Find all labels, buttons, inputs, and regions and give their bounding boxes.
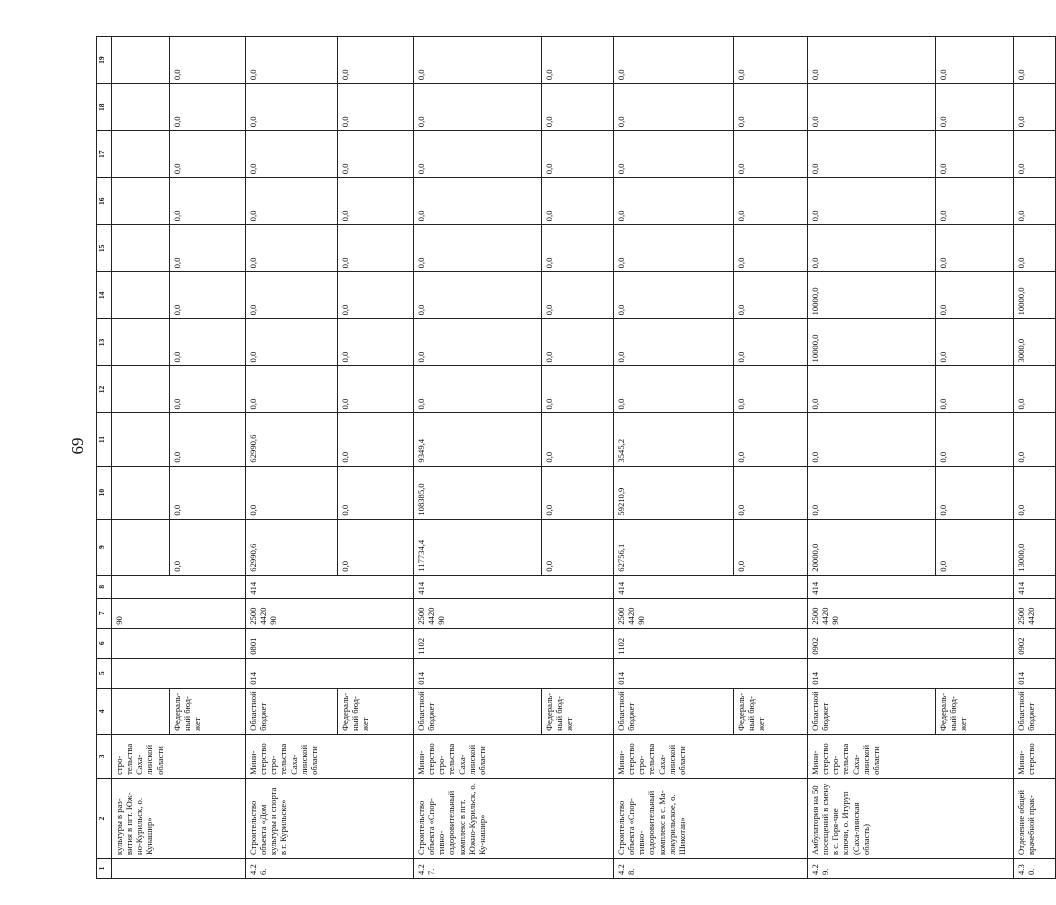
responsible-cell: Мини-стерство стро-тельства Саха-линской области — [614, 734, 808, 778]
item-name-cell: Амбулатория на 50 посещений в смену в с. Горя-чие ключи, о. Итуруп (Саха-линская область) — [808, 778, 1014, 858]
amount-cell-col-18 — [112, 84, 170, 131]
amount-cell-col-18: 0,0 — [246, 84, 338, 131]
amount-cell-col-13: 0,0 — [614, 319, 734, 366]
amount-cell-col-10: 108385,0 — [414, 466, 542, 519]
amount-cell-col-15: 0,0 — [734, 225, 808, 272]
amount-cell-col-13: 0,0 — [338, 319, 414, 366]
amount-cell-col-16: 0,0 — [734, 178, 808, 225]
amount-cell-col-19: 0,0 — [246, 37, 338, 84]
funding-source-cell: Федераль-ный бюд-жет — [542, 688, 614, 734]
table-row — [614, 37, 734, 879]
item-name-cell: культуры в раз-вития в пгт. Юж-но-Курильск, о. Кунашир» — [112, 778, 246, 858]
amount-cell-col-13: 0,0 — [414, 319, 542, 366]
expense-type-cell: 414 — [808, 575, 1014, 598]
amount-cell-col-11: 0,0 — [936, 413, 1014, 466]
amount-cell-col-9: 0,0 — [542, 519, 614, 575]
table-body — [112, 37, 1056, 879]
amount-cell-col-9 — [112, 519, 170, 575]
table-row — [112, 37, 170, 879]
amount-cell-col-14: 10000,0 — [1014, 272, 1056, 319]
amount-cell-col-19: 0,0 — [1014, 37, 1056, 84]
amount-cell-col-15: 0,0 — [246, 225, 338, 272]
amount-cell-col-16: 0,0 — [1014, 178, 1056, 225]
amount-cell-col-10 — [112, 466, 170, 519]
item-number-cell: 4.2 6. — [246, 858, 414, 878]
amount-cell-col-15: 0,0 — [614, 225, 734, 272]
responsible-cell: Мини-стерство — [1014, 734, 1056, 778]
amount-cell-col-12: 0,0 — [614, 366, 734, 413]
column-header-14: 14 — [97, 272, 112, 319]
amount-cell-col-16: 0,0 — [338, 178, 414, 225]
section-code-cell: 1102 — [614, 628, 808, 658]
column-header-16: 16 — [97, 178, 112, 225]
amount-cell-col-9: 117734,4 — [414, 519, 542, 575]
grbs-code-cell: 014 — [614, 658, 808, 688]
amount-cell-col-16: 0,0 — [808, 178, 936, 225]
amount-cell-col-17: 0,0 — [936, 131, 1014, 178]
target-code-cell: 90 — [112, 598, 246, 628]
amount-cell-col-19: 0,0 — [414, 37, 542, 84]
column-header-8: 8 — [97, 575, 112, 598]
item-number-cell: 4.3 0. — [1014, 858, 1056, 878]
amount-cell-col-12: 0,0 — [808, 366, 936, 413]
expense-type-cell — [112, 575, 246, 598]
funding-source-cell: Федераль-ный бюд-жет — [338, 688, 414, 734]
rotated-table-block — [96, 36, 1037, 879]
amount-cell-col-10: 0,0 — [1014, 466, 1056, 519]
target-code-cell: 2500 4420 90 — [414, 598, 614, 628]
budget-table — [96, 36, 1056, 879]
amount-cell-col-19 — [112, 37, 170, 84]
amount-cell-col-10: 0,0 — [246, 466, 338, 519]
amount-cell-col-12: 0,0 — [246, 366, 338, 413]
amount-cell-col-18: 0,0 — [936, 84, 1014, 131]
amount-cell-col-13: 0,0 — [246, 319, 338, 366]
amount-cell-col-10: 0,0 — [542, 466, 614, 519]
amount-cell-col-9: 0,0 — [734, 519, 808, 575]
amount-cell-col-19: 0,0 — [936, 37, 1014, 84]
funding-source-cell: Областной бюджет — [808, 688, 936, 734]
column-header-1: 1 — [97, 858, 112, 878]
amount-cell-col-18: 0,0 — [734, 84, 808, 131]
column-header-7: 7 — [97, 598, 112, 628]
amount-cell-col-19: 0,0 — [614, 37, 734, 84]
amount-cell-col-11: 0,0 — [338, 413, 414, 466]
amount-cell-col-12: 0,0 — [170, 366, 246, 413]
column-header-6: 6 — [97, 628, 112, 658]
amount-cell-col-15: 0,0 — [414, 225, 542, 272]
column-header-10: 10 — [97, 466, 112, 519]
amount-cell-col-11: 9349,4 — [414, 413, 542, 466]
amount-cell-col-12: 0,0 — [414, 366, 542, 413]
amount-cell-col-13: 3000,0 — [1014, 319, 1056, 366]
amount-cell-col-17: 0,0 — [170, 131, 246, 178]
amount-cell-col-11: 0,0 — [170, 413, 246, 466]
amount-cell-col-18: 0,0 — [170, 84, 246, 131]
target-code-cell: 2500 4420 90 — [808, 598, 1014, 628]
amount-cell-col-14: 0,0 — [414, 272, 542, 319]
amount-cell-col-10: 0,0 — [808, 466, 936, 519]
target-code-cell: 2500 4420 90 — [246, 598, 414, 628]
column-header-11: 11 — [97, 413, 112, 466]
amount-cell-col-10: 0,0 — [338, 466, 414, 519]
amount-cell-col-13: 0,0 — [170, 319, 246, 366]
amount-cell-col-9: 0,0 — [170, 519, 246, 575]
amount-cell-col-14: 0,0 — [734, 272, 808, 319]
amount-cell-col-15: 0,0 — [936, 225, 1014, 272]
amount-cell-col-14: 0,0 — [936, 272, 1014, 319]
amount-cell-col-13: 10000,0 — [808, 319, 936, 366]
section-code-cell: 0801 — [246, 628, 414, 658]
amount-cell-col-17: 0,0 — [1014, 131, 1056, 178]
amount-cell-col-16: 0,0 — [414, 178, 542, 225]
amount-cell-col-13: 0,0 — [542, 319, 614, 366]
amount-cell-col-11: 62990,6 — [246, 413, 338, 466]
funding-source-cell: Федераль-ный бюд-жет — [936, 688, 1014, 734]
item-name-cell: Отделение общей врачебной прак- — [1014, 778, 1056, 858]
amount-cell-col-16: 0,0 — [542, 178, 614, 225]
amount-cell-col-10: 0,0 — [734, 466, 808, 519]
amount-cell-col-14: 0,0 — [338, 272, 414, 319]
amount-cell-col-16: 0,0 — [614, 178, 734, 225]
amount-cell-col-16: 0,0 — [246, 178, 338, 225]
amount-cell-col-17: 0,0 — [542, 131, 614, 178]
grbs-code-cell: 014 — [808, 658, 1014, 688]
funding-source-cell — [112, 688, 170, 734]
column-header-13: 13 — [97, 319, 112, 366]
amount-cell-col-19: 0,0 — [338, 37, 414, 84]
column-header-row — [97, 37, 112, 879]
amount-cell-col-15: 0,0 — [808, 225, 936, 272]
amount-cell-col-13: 0,0 — [734, 319, 808, 366]
amount-cell-col-11 — [112, 413, 170, 466]
section-code-cell: 0902 — [808, 628, 1014, 658]
amount-cell-col-18: 0,0 — [614, 84, 734, 131]
amount-cell-col-11: 3545,2 — [614, 413, 734, 466]
amount-cell-col-9: 0,0 — [936, 519, 1014, 575]
target-code-cell: 2500 4420 90 — [614, 598, 808, 628]
column-header-9: 9 — [97, 519, 112, 575]
amount-cell-col-18: 0,0 — [542, 84, 614, 131]
amount-cell-col-16: 0,0 — [936, 178, 1014, 225]
amount-cell-col-18: 0,0 — [1014, 84, 1056, 131]
grbs-code-cell: 014 — [414, 658, 614, 688]
expense-type-cell: 414 — [614, 575, 808, 598]
target-code-cell: 2500 4420 — [1014, 598, 1056, 628]
column-header-4: 4 — [97, 688, 112, 734]
amount-cell-col-13: 0,0 — [936, 319, 1014, 366]
amount-cell-col-14: 0,0 — [170, 272, 246, 319]
amount-cell-col-9: 20000,0 — [808, 519, 936, 575]
amount-cell-col-13 — [112, 319, 170, 366]
table-row — [808, 37, 936, 879]
amount-cell-col-19: 0,0 — [734, 37, 808, 84]
column-header-15: 15 — [97, 225, 112, 272]
amount-cell-col-14: 0,0 — [614, 272, 734, 319]
table-row — [414, 37, 542, 879]
item-name-cell: Строительство объекта «Дом культуры и спорта в г. Курильске» — [246, 778, 414, 858]
item-number-cell — [112, 858, 246, 878]
amount-cell-col-12 — [112, 366, 170, 413]
grbs-code-cell: 014 — [1014, 658, 1056, 688]
amount-cell-col-17 — [112, 131, 170, 178]
column-header-18: 18 — [97, 84, 112, 131]
amount-cell-col-11: 0,0 — [542, 413, 614, 466]
item-name-cell: Строительство объекта «Спор-тивно-оздоровительный комплекс в пгт. Южно-Курильск, о. Ку-нашир» — [414, 778, 614, 858]
amount-cell-col-9: 62990,6 — [246, 519, 338, 575]
amount-cell-col-11: 0,0 — [808, 413, 936, 466]
item-number-cell: 4.2 8. — [614, 858, 808, 878]
amount-cell-col-14 — [112, 272, 170, 319]
amount-cell-col-19: 0,0 — [170, 37, 246, 84]
amount-cell-col-11: 0,0 — [734, 413, 808, 466]
amount-cell-col-15: 0,0 — [338, 225, 414, 272]
amount-cell-col-18: 0,0 — [414, 84, 542, 131]
table-row — [1014, 37, 1056, 879]
item-number-cell: 4.2 9. — [808, 858, 1014, 878]
funding-source-cell: Федераль-ный бюд-жет — [170, 688, 246, 734]
amount-cell-col-15 — [112, 225, 170, 272]
section-code-cell: 0902 — [1014, 628, 1056, 658]
page-number: 69 — [68, 437, 87, 455]
funding-source-cell: Федераль-ный бюд-жет — [734, 688, 808, 734]
amount-cell-col-18: 0,0 — [808, 84, 936, 131]
column-header-5: 5 — [97, 658, 112, 688]
amount-cell-col-9: 13000,0 — [1014, 519, 1056, 575]
amount-cell-col-15: 0,0 — [1014, 225, 1056, 272]
expense-type-cell: 414 — [414, 575, 614, 598]
amount-cell-col-12: 0,0 — [1014, 366, 1056, 413]
amount-cell-col-17: 0,0 — [414, 131, 542, 178]
column-header-12: 12 — [97, 366, 112, 413]
amount-cell-col-12: 0,0 — [338, 366, 414, 413]
grbs-code-cell — [112, 658, 246, 688]
grbs-code-cell: 014 — [246, 658, 414, 688]
amount-cell-col-19: 0,0 — [808, 37, 936, 84]
amount-cell-col-10: 59210,9 — [614, 466, 734, 519]
amount-cell-col-9: 62756,1 — [614, 519, 734, 575]
item-number-cell: 4.2 7. — [414, 858, 614, 878]
amount-cell-col-10: 0,0 — [170, 466, 246, 519]
amount-cell-col-12: 0,0 — [734, 366, 808, 413]
funding-source-cell: Областной бюджет — [414, 688, 542, 734]
amount-cell-col-16: 0,0 — [170, 178, 246, 225]
responsible-cell: Мини-стерство стро-тельства Саха-линской области — [414, 734, 614, 778]
amount-cell-col-15: 0,0 — [170, 225, 246, 272]
amount-cell-col-16 — [112, 178, 170, 225]
amount-cell-col-17: 0,0 — [734, 131, 808, 178]
column-header-19: 19 — [97, 37, 112, 84]
funding-source-cell: Областной бюджет — [246, 688, 338, 734]
amount-cell-col-19: 0,0 — [542, 37, 614, 84]
table-row — [246, 37, 338, 879]
amount-cell-col-17: 0,0 — [338, 131, 414, 178]
expense-type-cell: 414 — [246, 575, 414, 598]
table-container — [96, 36, 1037, 879]
column-header-17: 17 — [97, 131, 112, 178]
column-header-2: 2 — [97, 778, 112, 858]
responsible-cell: Мини-стерство стро-тельства Саха-линской области — [246, 734, 414, 778]
item-name-cell: Строительство объекта «Спор-тивно-оздоровительный комплекс в с. Ма-локурильское, о. Шикотан» — [614, 778, 808, 858]
expense-type-cell: 414 — [1014, 575, 1056, 598]
responsible-cell: Мини-стерство стро-тельства Саха-линской области — [808, 734, 1014, 778]
funding-source-cell: Областной бюджет — [614, 688, 734, 734]
section-code-cell — [112, 628, 246, 658]
amount-cell-col-12: 0,0 — [936, 366, 1014, 413]
amount-cell-col-14: 0,0 — [246, 272, 338, 319]
amount-cell-col-14: 0,0 — [542, 272, 614, 319]
section-code-cell: 1102 — [414, 628, 614, 658]
amount-cell-col-11: 0,0 — [1014, 413, 1056, 466]
responsible-cell: стро-тельства Саха-линской области — [112, 734, 246, 778]
amount-cell-col-17: 0,0 — [614, 131, 734, 178]
amount-cell-col-17: 0,0 — [808, 131, 936, 178]
amount-cell-col-17: 0,0 — [246, 131, 338, 178]
amount-cell-col-10: 0,0 — [936, 466, 1014, 519]
funding-source-cell: Областной бюджет — [1014, 688, 1056, 734]
column-header-3: 3 — [97, 734, 112, 778]
amount-cell-col-9: 0,0 — [338, 519, 414, 575]
amount-cell-col-15: 0,0 — [542, 225, 614, 272]
amount-cell-col-14: 10000,0 — [808, 272, 936, 319]
amount-cell-col-18: 0,0 — [338, 84, 414, 131]
amount-cell-col-12: 0,0 — [542, 366, 614, 413]
